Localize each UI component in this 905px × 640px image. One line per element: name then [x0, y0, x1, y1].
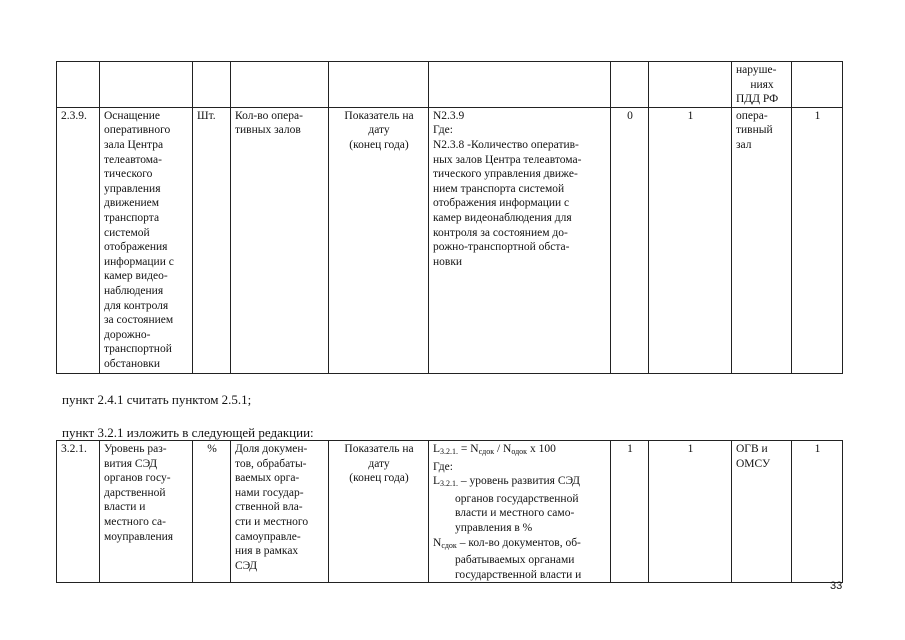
base-value: 0: [611, 107, 649, 373]
cell-line: рабатываемых органами: [455, 554, 575, 567]
indicator-name: [100, 441, 193, 583]
row-number: 3.2.1.: [57, 441, 100, 583]
cell-line: зала Центра: [104, 138, 164, 151]
cell-line: информации с: [104, 255, 174, 268]
table-row-3-2-1: [57, 441, 843, 583]
cell-line: дату: [368, 124, 390, 137]
cell-line: опера-: [736, 109, 768, 122]
cell-line: ниях: [750, 78, 774, 91]
cell-line: управления: [104, 182, 161, 195]
cell-line: обстановки: [104, 357, 161, 370]
formula-line: $L_{3.2.1.} = N_{сдок} / N_{одок}$ х 100: [433, 443, 556, 456]
cell-line: транспорта: [104, 211, 160, 224]
cell-line: власти и: [104, 501, 146, 514]
cell-line: оперативного: [104, 124, 171, 137]
empty-cell: [649, 62, 732, 108]
amendment-paragraph-2: пункт 3.2.1 изложить в следующей редакции:: [62, 425, 314, 440]
formula-cell: [429, 107, 611, 373]
cell-line: N2.3.8 -Количество оператив-: [433, 138, 579, 151]
cell-line: новки: [433, 255, 463, 268]
responsible-cell: [732, 62, 792, 108]
empty-cell: [792, 62, 843, 108]
cell-line: Показатель на: [344, 109, 414, 122]
cell-line: зал: [736, 138, 752, 151]
table-row-previous-tail: [57, 62, 843, 108]
cell-line: тического: [104, 168, 153, 181]
indicator-type: [329, 441, 429, 583]
cell-line: Уровень раз-: [104, 443, 167, 455]
cell-line: местного са-: [104, 515, 166, 528]
cell-line: Доля докумен-: [235, 443, 308, 455]
empty-cell: [429, 62, 611, 108]
cell-line: камер видео-: [104, 270, 168, 283]
target-value: 1: [649, 441, 732, 583]
unit-cell: %: [193, 441, 231, 583]
table-row-2-3-9: [57, 107, 843, 373]
cell-line: наруше-: [736, 64, 777, 76]
weight-value: 1: [792, 441, 843, 583]
cell-line: ственной вла-: [235, 501, 303, 514]
cell-line: сти и местного: [235, 515, 309, 528]
empty-cell: [329, 62, 429, 108]
cell-line: самоуправле-: [235, 530, 301, 543]
cell-line: транспортной: [104, 343, 172, 356]
cell-line: дорожно-: [104, 328, 151, 341]
cell-line: ПДД РФ: [736, 93, 779, 106]
cell-line: нами государ-: [235, 486, 304, 499]
definition-L: $L_{3.2.1.}$ – уровень развития СЭД: [433, 475, 580, 489]
cell-line: отображения информации с: [433, 197, 570, 210]
cell-line: движением: [104, 197, 160, 210]
cell-line: ОМСУ: [736, 457, 771, 470]
empty-cell: [193, 62, 231, 108]
cell-line: за состоянием: [104, 314, 174, 327]
cell-line: ваемых орга-: [235, 472, 300, 485]
empty-cell: [611, 62, 649, 108]
cell-line: Показатель на: [344, 443, 414, 455]
weight-value: 1: [792, 107, 843, 373]
unit-cell: Шт.: [193, 107, 231, 373]
cell-line: Где:: [433, 460, 453, 473]
cell-line: органов государственной: [455, 492, 579, 505]
indicator-description: [231, 107, 329, 373]
cell-line: дату: [368, 457, 390, 470]
cell-line: (конец года): [349, 472, 409, 485]
cell-line: контроля за состоянием до-: [433, 226, 568, 239]
indicators-table-continued: [56, 61, 843, 374]
cell-line: Где:: [433, 124, 453, 137]
cell-line: телеавтома-: [104, 153, 162, 166]
empty-cell: [100, 62, 193, 108]
formula-cell: [429, 441, 611, 583]
cell-line: СЭД: [235, 559, 258, 572]
cell-line: тивных залов: [235, 124, 301, 137]
responsible-cell: [732, 107, 792, 373]
empty-cell: [231, 62, 329, 108]
cell-line: управления в %: [455, 521, 533, 534]
cell-line: ных залов Центра телеавтома-: [433, 153, 582, 166]
cell-line: вития СЭД: [104, 457, 158, 470]
cell-line: государственной власти и: [455, 568, 582, 581]
cell-line: ния в рамках: [235, 545, 299, 558]
responsible-cell: [732, 441, 792, 583]
cell-line: N2.3.9: [433, 109, 465, 122]
indicator-description: [231, 441, 329, 583]
cell-line: Оснащение: [104, 109, 161, 122]
cell-line: тов, обрабаты-: [235, 457, 307, 470]
empty-cell: [57, 62, 100, 108]
cell-line: системой: [104, 226, 150, 239]
definition-N: $N_{сдок} - кол-во$ документов, об-: [433, 536, 581, 550]
cell-line: нием транспорта системой: [433, 182, 565, 195]
cell-line: ОГВ и: [736, 443, 768, 455]
cell-line: Кол-во опера-: [235, 109, 303, 122]
page-number: 33: [830, 580, 843, 592]
cell-line: рожно-транспортной обста-: [433, 241, 570, 254]
cell-line: для контроля: [104, 299, 169, 312]
cell-line: (конец года): [349, 138, 409, 151]
cell-line: наблюдения: [104, 284, 164, 297]
indicator-name: [100, 107, 193, 373]
cell-line: власти и местного само-: [455, 507, 575, 520]
target-value: 1: [649, 107, 732, 373]
amendment-paragraph-1: пункт 2.4.1 считать пунктом 2.5.1;: [62, 392, 252, 407]
cell-line: моуправления: [104, 530, 174, 543]
indicator-type: [329, 107, 429, 373]
cell-line: дарственной: [104, 486, 166, 499]
row-number: 2.3.9.: [57, 107, 100, 373]
cell-line: тивный: [736, 124, 773, 137]
cell-line: отображения: [104, 241, 168, 254]
cell-line: тического управления движе-: [433, 168, 578, 181]
indicators-table-new: [56, 440, 843, 583]
cell-line: камер видеонаблюдения для: [433, 211, 572, 224]
cell-line: органов госу-: [104, 472, 171, 485]
base-value: 1: [611, 441, 649, 583]
